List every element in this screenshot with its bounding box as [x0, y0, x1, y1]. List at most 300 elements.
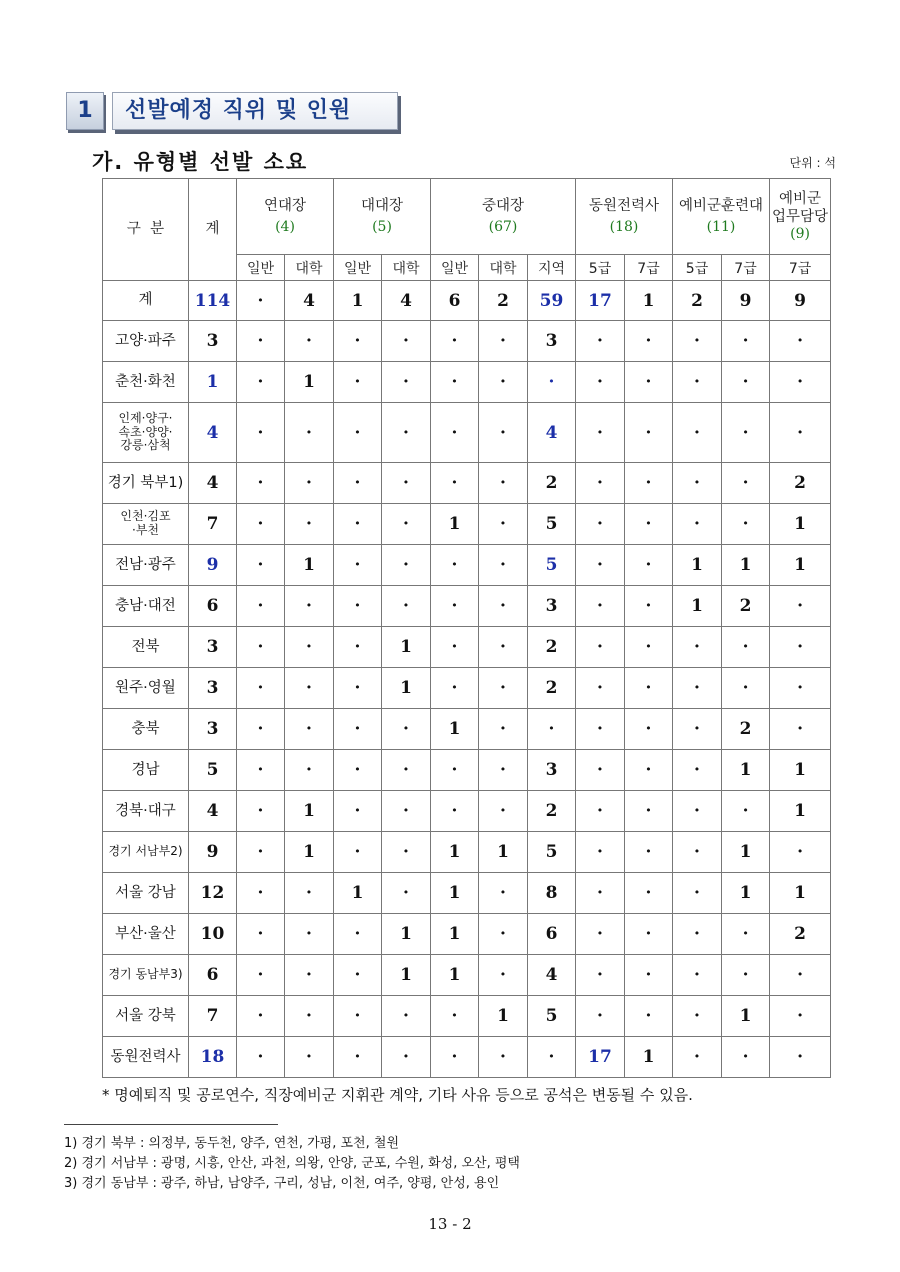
table-cell: ·: [479, 463, 528, 504]
table-cell: ·: [770, 709, 831, 750]
table-cell: 1: [382, 955, 431, 996]
table-cell: ·: [285, 955, 334, 996]
page-number: 13 - 2: [428, 1215, 472, 1233]
table-cell: ·: [625, 362, 673, 403]
table-cell: ·: [625, 463, 673, 504]
table-row: [103, 281, 831, 321]
table-cell: ·: [673, 362, 722, 403]
table-cell: ·: [625, 996, 673, 1037]
table-cell: 1: [479, 832, 528, 873]
table-cell: ·: [528, 362, 576, 403]
table-cell: ·: [237, 914, 285, 955]
table-cell: 1: [285, 832, 334, 873]
table-cell: ·: [576, 504, 625, 545]
table-row: [103, 709, 831, 750]
table-cell: 2: [722, 709, 770, 750]
row-label: 전남·광주: [103, 545, 189, 586]
table-cell: 5: [528, 545, 576, 586]
row-label: 부산·울산: [103, 914, 189, 955]
header-group-name: 중대장: [481, 197, 525, 214]
table-cell: ·: [334, 996, 382, 1037]
table-cell: ·: [382, 750, 431, 791]
header-group-name: 연대장: [263, 197, 307, 214]
table-cell: ·: [673, 791, 722, 832]
row-label: 동원전력사: [103, 1037, 189, 1078]
table-cell: ·: [237, 668, 285, 709]
table-cell: ·: [479, 1037, 528, 1078]
table-row: [103, 914, 831, 955]
header-sub: 대학: [479, 255, 528, 281]
table-row: [103, 668, 831, 709]
table-cell: ·: [334, 832, 382, 873]
table-cell: ·: [237, 321, 285, 362]
table-cell: 1: [722, 545, 770, 586]
table-cell: ·: [770, 955, 831, 996]
table-cell: ·: [382, 321, 431, 362]
header-group-name: 예비군 업무담당: [772, 190, 829, 225]
table-cell: ·: [722, 791, 770, 832]
header-sub: 일반: [237, 255, 285, 281]
row-label: 서울 강남: [103, 873, 189, 914]
table-cell: ·: [237, 627, 285, 668]
table-cell: ·: [722, 403, 770, 463]
table-cell: ·: [382, 791, 431, 832]
row-total: 7: [189, 504, 237, 545]
table-cell: ·: [479, 545, 528, 586]
table-cell: ·: [382, 403, 431, 463]
table-cell: ·: [479, 504, 528, 545]
table-cell: ·: [576, 463, 625, 504]
table-cell: ·: [431, 1037, 479, 1078]
table-cell: 5: [528, 996, 576, 1037]
table-cell: ·: [431, 791, 479, 832]
table-cell: ·: [382, 586, 431, 627]
table-cell: 17: [576, 281, 625, 321]
row-total: 4: [189, 463, 237, 504]
table-cell: 6: [528, 914, 576, 955]
table-cell: 1: [673, 545, 722, 586]
row-total: 5: [189, 750, 237, 791]
table-cell: ·: [382, 996, 431, 1037]
row-total: 7: [189, 996, 237, 1037]
table-cell: ·: [382, 709, 431, 750]
header-group-count: (9): [790, 225, 810, 242]
header-sub: 5급: [576, 255, 625, 281]
table-cell: 8: [528, 873, 576, 914]
header-sub: 7급: [770, 255, 831, 281]
header-group: [770, 179, 831, 255]
header-group-count: (4): [275, 218, 295, 235]
table-cell: 1: [285, 362, 334, 403]
row-total: 10: [189, 914, 237, 955]
table-cell: ·: [479, 321, 528, 362]
table-cell: ·: [334, 321, 382, 362]
row-label: 경북·대구: [103, 791, 189, 832]
table-row: [103, 504, 831, 545]
header-group-name: 대대장: [360, 197, 404, 214]
table-cell: ·: [237, 1037, 285, 1078]
table-cell: ·: [770, 996, 831, 1037]
row-total: 4: [189, 403, 237, 463]
table-row: [103, 586, 831, 627]
table-cell: ·: [576, 627, 625, 668]
table-cell: ·: [237, 996, 285, 1037]
table-cell: ·: [625, 545, 673, 586]
table-cell: ·: [285, 709, 334, 750]
table-cell: ·: [334, 504, 382, 545]
table-cell: ·: [770, 362, 831, 403]
table-cell: 2: [528, 627, 576, 668]
table-cell: ·: [479, 791, 528, 832]
table-cell: ·: [722, 362, 770, 403]
unit-label: 단위 : 석: [789, 156, 836, 170]
table-cell: ·: [722, 955, 770, 996]
footnote-3: 3) 경기 동남부 : 광주, 하남, 남양주, 구리, 성남, 이천, 여주, 양평, 안성, 용인: [64, 1176, 500, 1191]
row-total: 18: [189, 1037, 237, 1078]
row-label: 경기 서남부2): [103, 832, 189, 873]
table-cell: 1: [285, 545, 334, 586]
table-cell: ·: [673, 996, 722, 1037]
table-cell: ·: [625, 832, 673, 873]
table-cell: ·: [625, 586, 673, 627]
table-cell: ·: [237, 955, 285, 996]
table-cell: ·: [334, 362, 382, 403]
header-group-name: 동원전력사: [588, 197, 660, 214]
table-cell: ·: [382, 545, 431, 586]
table-cell: ·: [431, 545, 479, 586]
table-cell: 1: [334, 281, 382, 321]
table-cell: ·: [673, 504, 722, 545]
table-cell: ·: [479, 627, 528, 668]
table-row: [103, 873, 831, 914]
row-total: 9: [189, 832, 237, 873]
table-cell: ·: [237, 586, 285, 627]
row-total: 9: [189, 545, 237, 586]
footnote-2: 2) 경기 서남부 : 광명, 시흥, 안산, 과천, 의왕, 안양, 군포, 수원, 화성, 오산, 평택: [64, 1156, 520, 1171]
table-cell: ·: [576, 709, 625, 750]
table-cell: ·: [576, 668, 625, 709]
table-cell: 1: [625, 1037, 673, 1078]
table-cell: ·: [334, 955, 382, 996]
row-label: 충남·대전: [103, 586, 189, 627]
row-label: 전북: [103, 627, 189, 668]
header-group-count: (5): [372, 218, 392, 235]
header-sub: 일반: [334, 255, 382, 281]
footnote-divider: [64, 1124, 278, 1125]
table-row: [103, 750, 831, 791]
table-cell: ·: [479, 668, 528, 709]
row-label: 경기 동남부3): [103, 955, 189, 996]
row-label: 원주·영월: [103, 668, 189, 709]
header-group: [673, 179, 770, 255]
table-cell: ·: [576, 586, 625, 627]
table-cell: 4: [528, 955, 576, 996]
row-label: 고양·파주: [103, 321, 189, 362]
table-cell: ·: [528, 709, 576, 750]
table-cell: ·: [722, 668, 770, 709]
table-cell: 1: [770, 750, 831, 791]
table-row: [103, 996, 831, 1037]
table-cell: 1: [431, 709, 479, 750]
header-sub: 7급: [722, 255, 770, 281]
table-cell: ·: [625, 668, 673, 709]
table-cell: ·: [334, 627, 382, 668]
table-cell: ·: [382, 463, 431, 504]
header-sub: 일반: [431, 255, 479, 281]
table-cell: ·: [237, 832, 285, 873]
table-cell: 17: [576, 1037, 625, 1078]
table-cell: 59: [528, 281, 576, 321]
table-cell: ·: [285, 668, 334, 709]
table-cell: ·: [382, 504, 431, 545]
table-cell: ·: [673, 914, 722, 955]
table-cell: ·: [576, 362, 625, 403]
table-cell: ·: [479, 586, 528, 627]
table-cell: 3: [528, 586, 576, 627]
header-group: [576, 179, 673, 255]
table-cell: 5: [528, 504, 576, 545]
table-cell: ·: [576, 873, 625, 914]
table-cell: ·: [673, 873, 722, 914]
table-cell: 2: [722, 586, 770, 627]
header-sub: 지역: [528, 255, 576, 281]
table-cell: ·: [625, 627, 673, 668]
table-cell: ·: [431, 996, 479, 1037]
table-cell: ·: [285, 321, 334, 362]
row-label: 인제·양구· 속초·양양· 강릉·삼척: [103, 403, 189, 463]
table-cell: ·: [334, 709, 382, 750]
header-group: [334, 179, 431, 255]
table-cell: ·: [576, 955, 625, 996]
table-cell: ·: [431, 627, 479, 668]
table-cell: ·: [382, 1037, 431, 1078]
table-cell: 1: [382, 668, 431, 709]
table-cell: ·: [479, 403, 528, 463]
table-cell: ·: [334, 1037, 382, 1078]
table-row: [103, 955, 831, 996]
table-cell: 3: [528, 321, 576, 362]
table-cell: 4: [528, 403, 576, 463]
table-cell: ·: [285, 914, 334, 955]
table-cell: 2: [479, 281, 528, 321]
table-cell: ·: [722, 1037, 770, 1078]
table-cell: ·: [576, 996, 625, 1037]
table-cell: ·: [237, 463, 285, 504]
row-total: 3: [189, 321, 237, 362]
row-total: 6: [189, 586, 237, 627]
table-cell: ·: [334, 403, 382, 463]
table-cell: ·: [285, 504, 334, 545]
table-cell: ·: [673, 750, 722, 791]
table-cell: 1: [431, 914, 479, 955]
row-total: 1: [189, 362, 237, 403]
table-cell: ·: [770, 627, 831, 668]
table-cell: 1: [722, 996, 770, 1037]
table-cell: ·: [237, 281, 285, 321]
table-row: [103, 463, 831, 504]
table-cell: ·: [625, 504, 673, 545]
table-cell: ·: [431, 750, 479, 791]
table-cell: ·: [770, 668, 831, 709]
table-cell: ·: [673, 832, 722, 873]
table-cell: 1: [285, 791, 334, 832]
table-cell: 2: [528, 791, 576, 832]
table-cell: ·: [334, 750, 382, 791]
table-cell: ·: [285, 403, 334, 463]
table-cell: 9: [770, 281, 831, 321]
table-cell: ·: [237, 545, 285, 586]
table-cell: ·: [528, 1037, 576, 1078]
table-cell: ·: [431, 586, 479, 627]
table-cell: 1: [382, 627, 431, 668]
table-cell: ·: [576, 403, 625, 463]
header-group-count: (18): [609, 218, 639, 235]
table-cell: ·: [334, 791, 382, 832]
table-cell: ·: [237, 709, 285, 750]
header-sub: 대학: [285, 255, 334, 281]
table-cell: 1: [770, 504, 831, 545]
table-body: [103, 281, 831, 1078]
table-cell: ·: [285, 1037, 334, 1078]
section-number-badge: 1: [66, 92, 104, 130]
table-cell: ·: [673, 1037, 722, 1078]
table-header: [103, 179, 831, 281]
row-label: 충북: [103, 709, 189, 750]
table-cell: ·: [479, 750, 528, 791]
table-cell: ·: [673, 627, 722, 668]
selection-table: [102, 178, 831, 1078]
table-cell: ·: [673, 463, 722, 504]
table-cell: ·: [334, 463, 382, 504]
table-cell: ·: [770, 1037, 831, 1078]
table-cell: ·: [722, 914, 770, 955]
section-title-box: [112, 92, 398, 130]
header-group-name: 예비군훈련대: [679, 197, 764, 214]
header-group-count: (67): [488, 218, 518, 235]
table-cell: ·: [770, 586, 831, 627]
table-cell: ·: [431, 362, 479, 403]
table-cell: ·: [382, 832, 431, 873]
header-group: [237, 179, 334, 255]
table-cell: ·: [285, 750, 334, 791]
table-cell: ·: [431, 403, 479, 463]
header-group-count: (11): [706, 218, 736, 235]
table-cell: ·: [673, 709, 722, 750]
table-cell: 1: [625, 281, 673, 321]
table-cell: ·: [285, 996, 334, 1037]
table-cell: ·: [479, 955, 528, 996]
table-cell: ·: [237, 873, 285, 914]
table-cell: ·: [334, 914, 382, 955]
table-cell: 1: [722, 832, 770, 873]
table-cell: 5: [528, 832, 576, 873]
table-cell: ·: [722, 463, 770, 504]
table-cell: 2: [528, 668, 576, 709]
table-cell: ·: [237, 504, 285, 545]
table-cell: 1: [431, 873, 479, 914]
table-cell: ·: [673, 668, 722, 709]
table-cell: ·: [431, 321, 479, 362]
table-cell: ·: [770, 403, 831, 463]
table-cell: ·: [576, 321, 625, 362]
header-group: [431, 179, 576, 255]
table-cell: 2: [770, 914, 831, 955]
table-cell: ·: [770, 832, 831, 873]
table-cell: 1: [431, 832, 479, 873]
table-cell: ·: [237, 362, 285, 403]
table-cell: 2: [673, 281, 722, 321]
table-cell: ·: [673, 403, 722, 463]
table-cell: 1: [770, 545, 831, 586]
table-cell: ·: [382, 873, 431, 914]
row-label: 계: [103, 281, 189, 321]
table-cell: ·: [431, 463, 479, 504]
table-cell: ·: [625, 750, 673, 791]
row-total: 3: [189, 668, 237, 709]
table-cell: 1: [334, 873, 382, 914]
table-row: [103, 627, 831, 668]
table-row: [103, 362, 831, 403]
table-cell: ·: [285, 586, 334, 627]
table-cell: ·: [576, 545, 625, 586]
table-cell: ·: [576, 791, 625, 832]
table-row: [103, 832, 831, 873]
table-cell: 4: [382, 281, 431, 321]
table-cell: 2: [770, 463, 831, 504]
table-cell: ·: [576, 750, 625, 791]
table-cell: ·: [625, 709, 673, 750]
table-cell: ·: [479, 709, 528, 750]
table-row: [103, 403, 831, 463]
table-cell: 1: [770, 873, 831, 914]
table-cell: ·: [285, 873, 334, 914]
row-total: 4: [189, 791, 237, 832]
table-cell: ·: [285, 627, 334, 668]
subtitle: 가. 유형별 선발 소요: [92, 150, 309, 174]
header-sub: 5급: [673, 255, 722, 281]
table-cell: ·: [770, 321, 831, 362]
table-cell: 1: [382, 914, 431, 955]
note: * 명예퇴직 및 공로연수, 직장예비군 지휘관 계약, 기타 사유 등으로 공석은 변동될 수 있음.: [102, 1086, 693, 1104]
table-cell: ·: [479, 873, 528, 914]
table-cell: ·: [285, 463, 334, 504]
table-cell: 1: [431, 504, 479, 545]
table-cell: 1: [722, 873, 770, 914]
table-cell: ·: [479, 362, 528, 403]
section-title: 선발예정 직위 및 인원: [125, 98, 352, 123]
table-cell: ·: [334, 545, 382, 586]
table-cell: 1: [770, 791, 831, 832]
table-cell: 1: [673, 586, 722, 627]
table-cell: ·: [722, 321, 770, 362]
header-sub: 7급: [625, 255, 673, 281]
table-row: [103, 321, 831, 362]
header-total: 계: [189, 179, 237, 281]
row-total: 6: [189, 955, 237, 996]
row-total: 114: [189, 281, 237, 321]
table-cell: ·: [722, 504, 770, 545]
table-cell: ·: [576, 832, 625, 873]
table-cell: ·: [576, 914, 625, 955]
table-cell: ·: [722, 627, 770, 668]
row-label: 인천·김포 ·부천: [103, 504, 189, 545]
table-cell: ·: [625, 321, 673, 362]
table-cell: ·: [479, 914, 528, 955]
header-sub: 대학: [382, 255, 431, 281]
row-total: 3: [189, 709, 237, 750]
table-cell: 6: [431, 281, 479, 321]
table-cell: 9: [722, 281, 770, 321]
